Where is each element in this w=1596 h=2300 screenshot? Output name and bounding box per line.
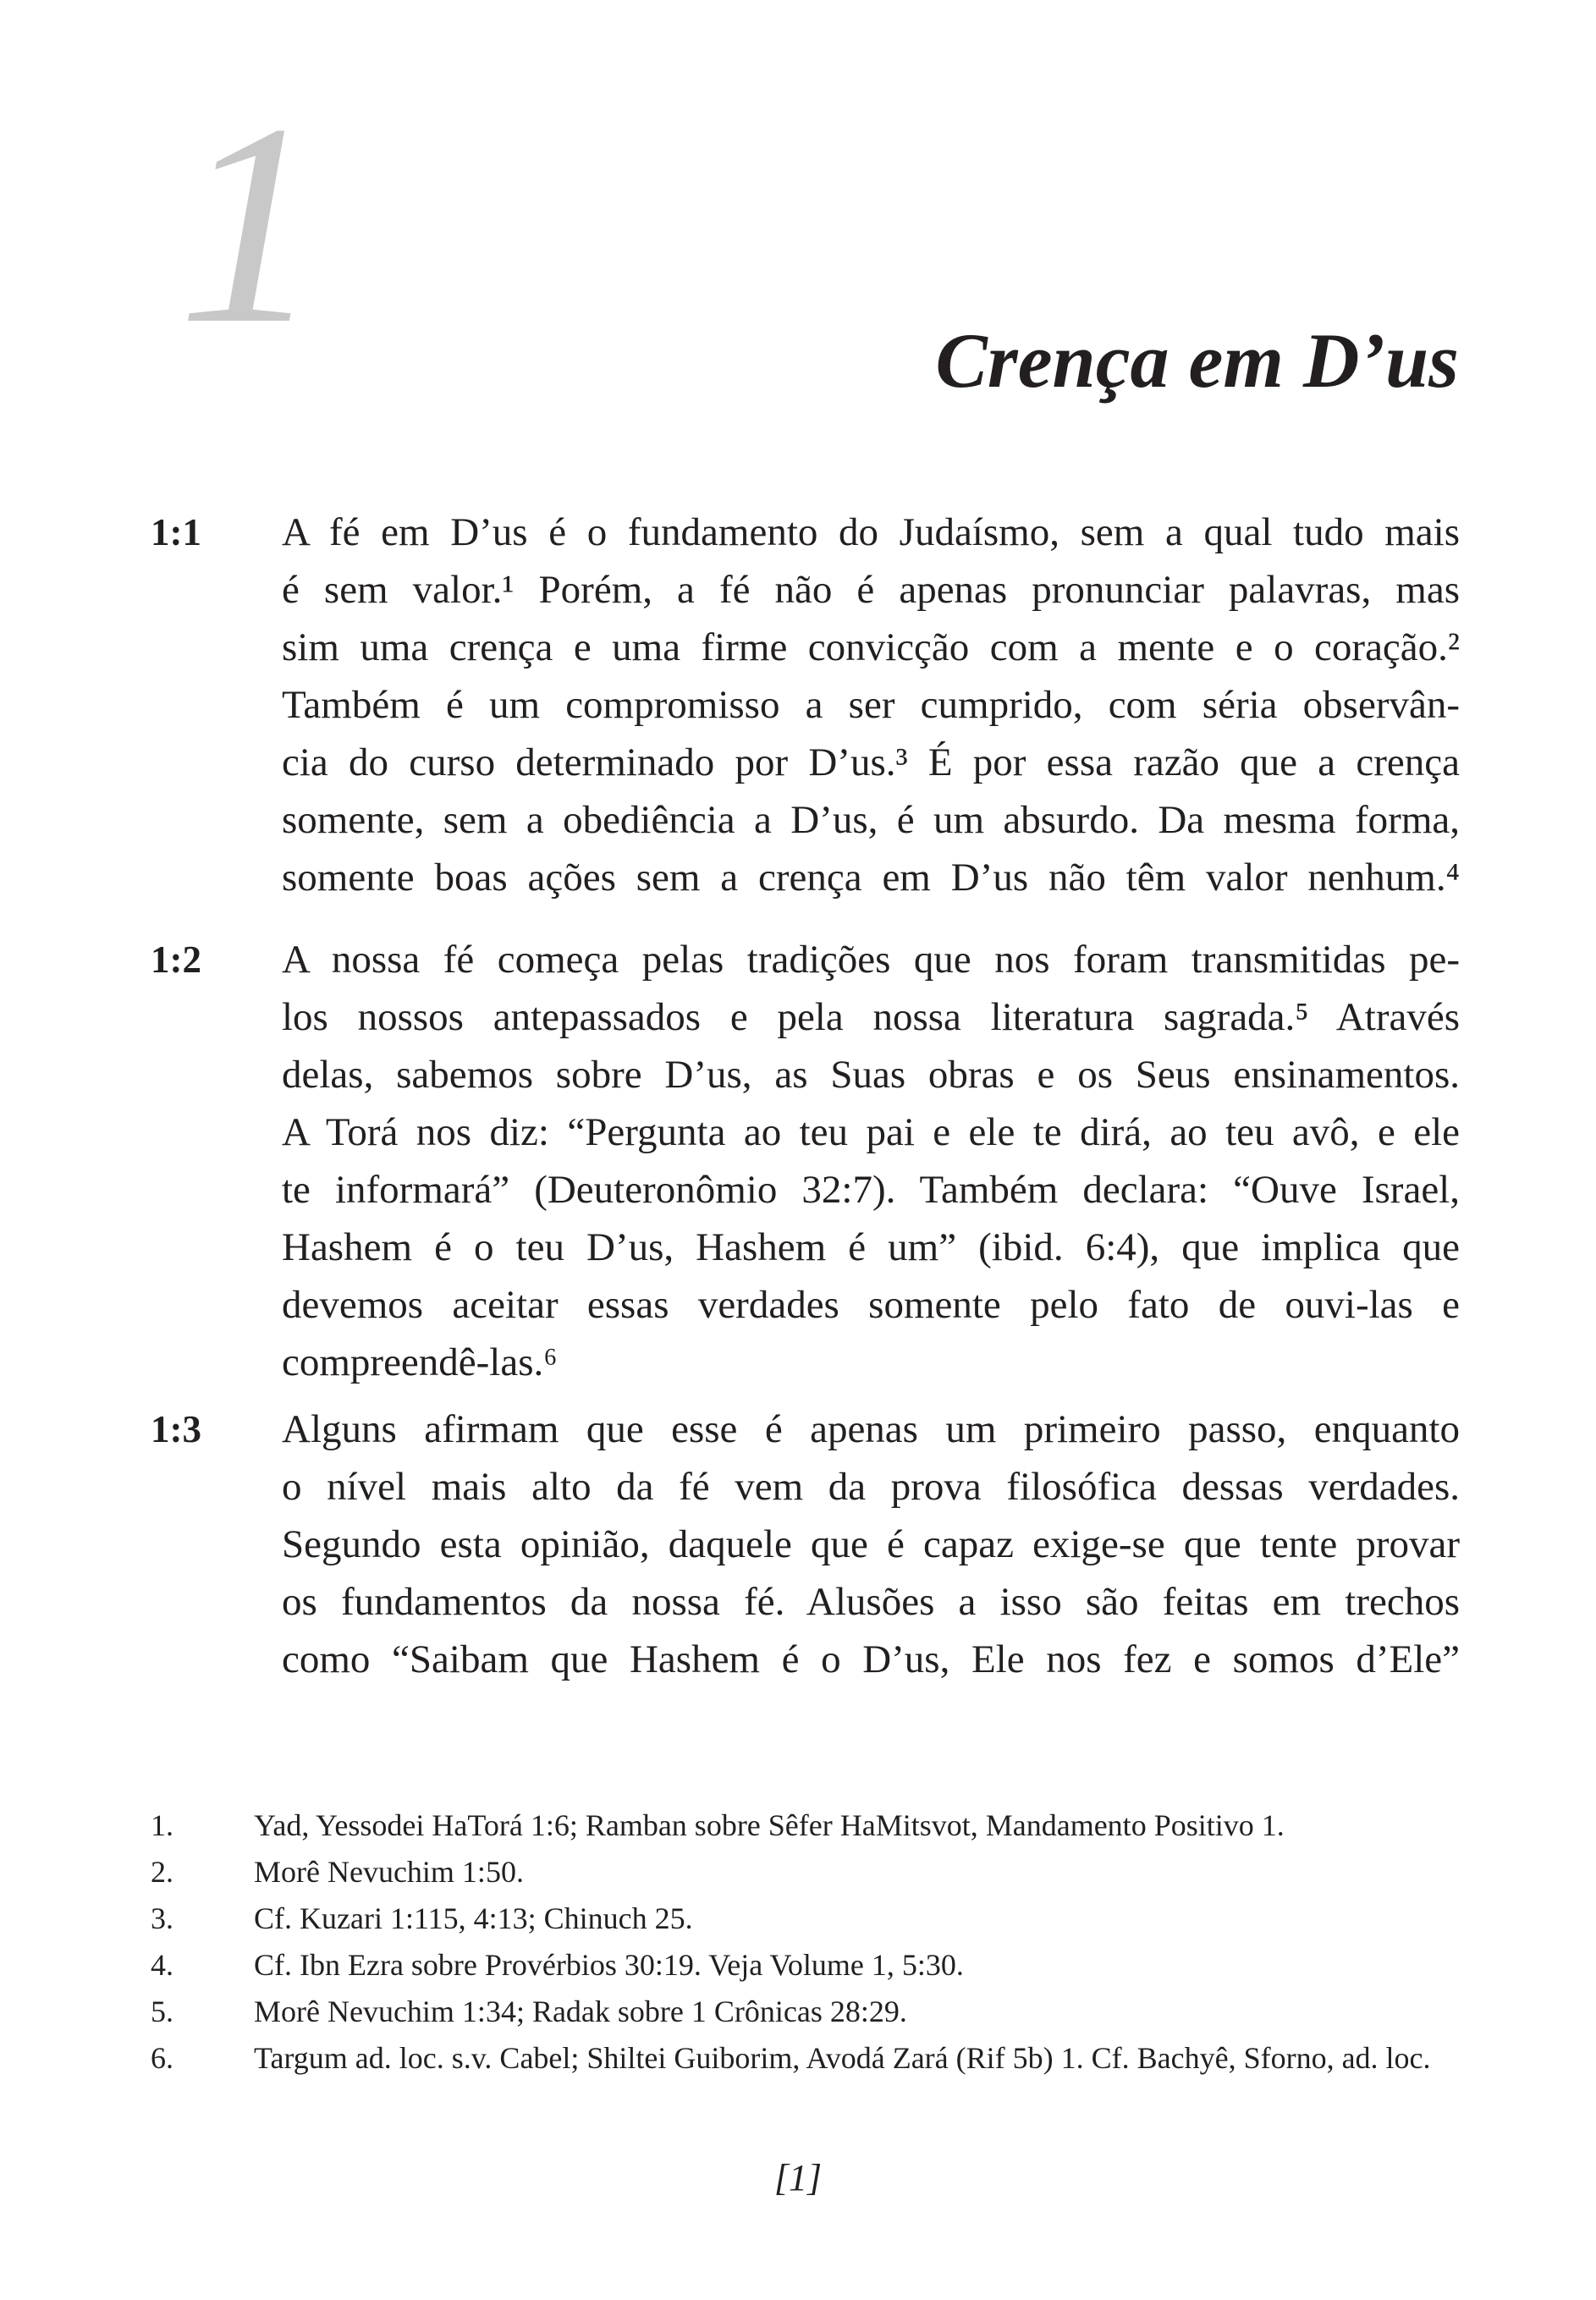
footnote xyxy=(0,1989,1596,2035)
paragraph-number: 1:2 xyxy=(151,938,201,981)
footnote-text: Yad, Yessodei HaTorá 1:6; Ramban sobre Sêfer HaMitsvot, Mandamento Positivo 1. xyxy=(254,1808,1285,1842)
text-line: A Torá nos diz: “Pergunta ao teu pai e ele te dirá, ao teu avô, e ele xyxy=(282,1110,1460,1154)
text-line: delas, sabemos sobre D’us, as Suas obras e os Seus ensinamentos. xyxy=(282,1053,1460,1097)
text-line: o nível mais alto da fé vem da prova filosófica dessas verdades. xyxy=(282,1465,1460,1509)
text-line: te informará” (Deuteronômio 32:7). Também declara: “Ouve Israel, xyxy=(282,1168,1460,1212)
footnote-text: Cf. Ibn Ezra sobre Provérbios 30:19. Veja Volume 1, 5:30. xyxy=(254,1948,964,1982)
footnotes xyxy=(0,1802,1596,2128)
footnote xyxy=(0,1896,1596,1942)
text-line: como “Saibam que Hashem é o D’us, Ele nos fez e somos d’Ele” xyxy=(282,1637,1460,1681)
page-number: [1] xyxy=(773,2157,823,2198)
text-line: A nossa fé começa pelas tradições que nos foram transmitidas pe- xyxy=(282,938,1460,982)
footnote-number: 2. xyxy=(151,1855,173,1889)
footnote-number: 5. xyxy=(151,1995,173,2028)
footnote-number: 4. xyxy=(151,1948,173,1982)
footnote xyxy=(0,1802,1596,1849)
footnote-text: Morê Nevuchim 1:34; Radak sobre 1 Crônicas 28:29. xyxy=(254,1995,907,2028)
text-line: los nossos antepassados e pela nossa literatura sagrada.⁵ Através xyxy=(282,995,1460,1039)
text-line: é sem valor.¹ Porém, a fé não é apenas pronunciar palavras, mas xyxy=(282,568,1460,612)
paragraph-number: 1:1 xyxy=(151,511,201,553)
chapter-title: Crença em D’us xyxy=(935,317,1459,404)
text-line: devemos aceitar essas verdades somente pelo fato de ouvi-las e xyxy=(282,1283,1460,1327)
paragraph-body xyxy=(282,503,1460,906)
footnote xyxy=(0,1849,1596,1896)
footnote-text: Targum ad. loc. s.v. Cabel; Shiltei Guiborim, Avodá Zará (Rif 5b) 1. Cf. Bachyê, Sforno, ad. loc. xyxy=(254,2041,1431,2075)
paragraph-body xyxy=(282,931,1460,1391)
paragraph-body xyxy=(282,1400,1460,1688)
text-line: Também é um compromisso a ser cumprido, com séria observân- xyxy=(282,683,1460,727)
text-line: Alguns afirmam que esse é apenas um primeiro passo, enquanto xyxy=(282,1407,1460,1451)
footnote-text: Morê Nevuchim 1:50. xyxy=(254,1855,524,1889)
text-line: compreendê-las.⁶ xyxy=(282,1340,558,1384)
text-line: Segundo esta opinião, daquele que é capaz exige-se que tente provar xyxy=(282,1522,1460,1566)
paragraph-number: 1:3 xyxy=(151,1408,201,1450)
footnote-text: Cf. Kuzari 1:115, 4:13; Chinuch 25. xyxy=(254,1901,693,1935)
footnote-number: 1. xyxy=(151,1808,173,1842)
text-line: somente, sem a obediência a D’us, é um absurdo. Da mesma forma, xyxy=(282,798,1460,842)
footnote-number: 3. xyxy=(151,1901,173,1935)
footnote xyxy=(0,2035,1596,2128)
text-line: somente boas ações sem a crença em D’us não têm valor nenhum.⁴ xyxy=(282,856,1460,900)
text-line: cia do curso determinado por D’us.³ É por essa razão que a crença xyxy=(282,740,1460,784)
footnote xyxy=(0,1942,1596,1989)
text-line: A fé em D’us é o fundamento do Judaísmo, sem a qual tudo mais xyxy=(282,510,1460,554)
text-line: os fundamentos da nossa fé. Alusões a isso são feitas em trechos xyxy=(282,1580,1460,1624)
text-line: Hashem é o teu D’us, Hashem é um” (ibid. 6:4), que implica que xyxy=(282,1225,1460,1269)
text-line: sim uma crença e uma firme convicção com a mente e o coração.² xyxy=(282,625,1460,669)
chapter-number: 1 xyxy=(178,64,318,383)
footnote-number: 6. xyxy=(151,2041,173,2075)
